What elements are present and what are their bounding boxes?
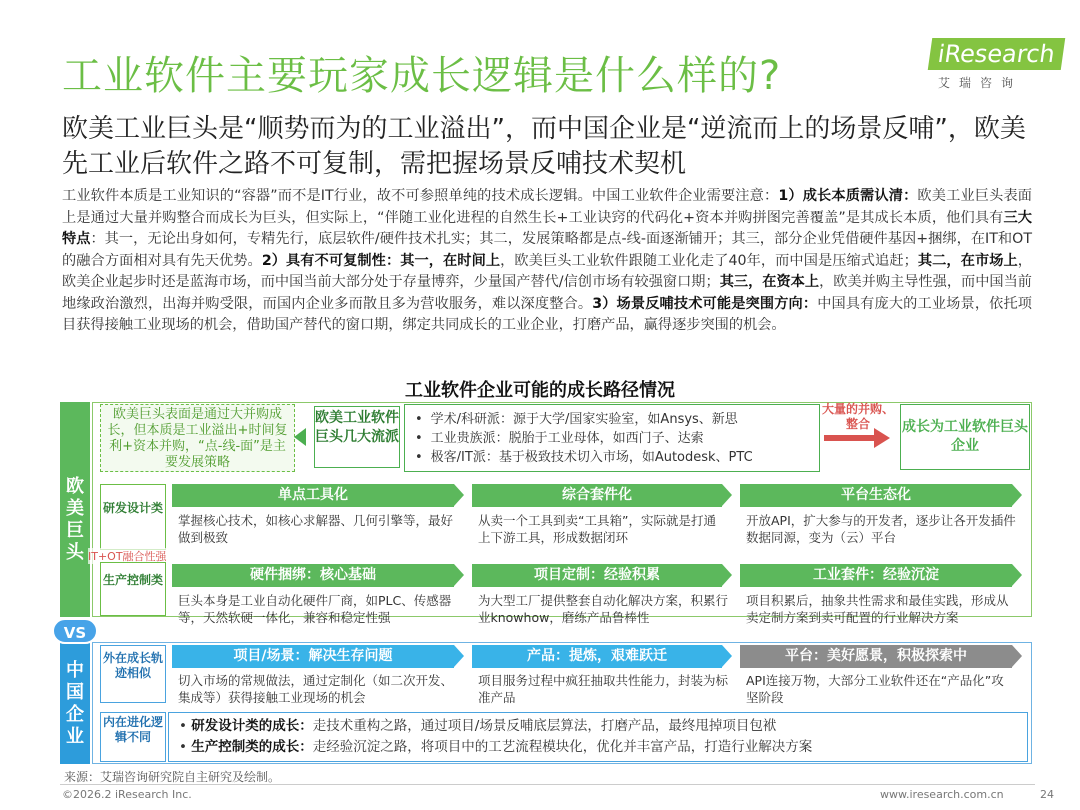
- body-emphasis: 2）具有不可复制性：其一，在时间上: [261, 252, 501, 269]
- cell-cn-2: 项目服务过程中疯狂抽取共性能力，封装为标准产品: [478, 673, 729, 705]
- bar-pc-3: 工业套件：经验沉淀: [740, 564, 1012, 587]
- bar-cn-3: 平台：美好愿景，积极探索中: [740, 645, 1012, 668]
- overlap-label: IT+OT融合性强: [88, 550, 167, 563]
- body-run: 中国具有庞大的工业场景，依托项目获得接触工业现场的机会，借助国产替代的窗口期，绑定共同成长的工业企业，打磨产品，赢得逐步突围的机会。: [62, 295, 1032, 333]
- iresearch-logo: [930, 38, 1057, 94]
- bar-pc-1: 硬件捆绑：核心基础: [172, 564, 454, 587]
- cell-cn-3: API连接万物，大部分工业软件还在“产品化”攻坚阶段: [746, 673, 1004, 705]
- body-emphasis: 三大特点: [62, 209, 1032, 247]
- merge-label: 大量的并购、整合: [822, 402, 895, 431]
- schools-label: 欧美工业软件巨头几大流派: [314, 406, 400, 468]
- copyright: ©2026.2 iResearch Inc.: [62, 788, 192, 801]
- school-item: • 工业贵族派：脱胎于工业母体，如西门子、达索: [415, 431, 704, 446]
- right-arrow-icon: [824, 428, 890, 448]
- body-emphasis: 1）成长本质需认清：: [778, 188, 918, 204]
- logo-brand: iResearch: [928, 38, 1065, 70]
- row-label-internal: 内在进化逻辑不同: [100, 712, 166, 762]
- cell-rd-2: 从卖一个工具到卖“工具箱”，实际就是打通上下游工具，形成数据闭环: [478, 513, 716, 545]
- body-emphasis: 其二，在市场上: [917, 252, 1018, 269]
- schools-list: [404, 404, 820, 472]
- china-label-bar: [60, 642, 90, 764]
- row-label-external: 外在成长轨迹相似: [100, 645, 166, 703]
- row-label-rd: 研发设计类: [100, 484, 166, 550]
- bar-rd-3: 平台生态化: [740, 484, 1012, 507]
- body-run: ，欧美巨头工业软件跟随工业化走了40年，而中国是压缩式追赶；: [500, 252, 918, 269]
- page-subtitle: 欧美工业巨头是“顺势而为的工业溢出”，而中国企业是“逆流而上的场景反哺”，欧美先工业后软件之路不可复制，需把握场景反哺技术契机: [62, 114, 1026, 179]
- cell-rd-1: 掌握核心技术，如核心求解器、几何引擎等，最好做到极致: [178, 513, 454, 545]
- vs-badge: VS: [52, 618, 98, 644]
- footer-divider: [60, 784, 1035, 785]
- bar-pc-2: 项目定制：经验积累: [472, 564, 722, 587]
- cell-pc-2: 为大型工厂提供整套自动化解决方案，积累行业knowhow，磨练产品鲁棒性: [478, 593, 729, 625]
- row-label-pc: 生产控制类: [100, 562, 166, 616]
- west-label: 欧 美 巨 头: [66, 476, 84, 563]
- body-run: ：其一，无论出身如何，专精先行，底层软件/硬件技术扎实；其二，发展策略都是点-线-面逐渐铺开；其三，部分企业凭借硬件基因+捆绑，在IT和OT的融合方面相对具有先天优势。: [62, 231, 1032, 269]
- bar-cn-2: 产品：提炼，艰难跃迁: [472, 645, 722, 668]
- diagram-title: 工业软件企业可能的成长路径情况: [405, 380, 675, 401]
- china-label: 中 国 企 业: [66, 660, 84, 747]
- cell-rd-3: 开放API，扩大参与的开发者，逐步让各开发插件数据同源，变为（云）平台: [746, 513, 1016, 545]
- logic-item: • 生产控制类的成长：走经验沉淀之路，将项目中的工艺流程模块化，优化并丰富产品，打造行业解决方案: [179, 739, 813, 755]
- logo-sub: 艾瑞咨询: [938, 76, 1023, 90]
- website-link[interactable]: www.iresearch.com.cn: [880, 788, 1004, 801]
- left-arrow-icon: [294, 428, 306, 446]
- bar-cn-1: 项目/场景：解决生存问题: [172, 645, 454, 668]
- body-run: ，欧美企业起步时还是蓝海市场，而中国当前大部分处于存量博弈，少量国产替代/信创市场有较强窗口期；: [62, 252, 1032, 290]
- page-title: 工业软件主要玩家成长逻辑是什么样的?: [62, 53, 782, 99]
- result-box: 成长为工业软件巨头企业: [900, 404, 1030, 470]
- body-emphasis: 其三，在资本上: [719, 274, 820, 290]
- body-run: ，欧美并购主导性强，而中国当前地缘政治激烈，出海并购受限，而国内企业多而散且多为营收服务，难以深度整合。: [62, 274, 1032, 312]
- page-number: 24: [1040, 788, 1054, 801]
- school-item: • 极客/IT派：基于极致技术切入市场，如Autodesk、PTC: [415, 450, 753, 465]
- body-run: 欧美工业巨头表面上是通过大量并购整合而成长为巨头，但实际上，“伴随工业化进程的自然生长+工业诀窍的代码化+资本并购拼图完善覆盖”是其成长本质，他们具有: [62, 188, 1032, 226]
- bar-rd-1: 单点工具化: [172, 484, 454, 507]
- cell-pc-1: 巨头本身是工业自动化硬件厂商，如PLC、传感器等，天然软硬一体化，兼容和稳定性强: [178, 593, 452, 625]
- bar-rd-2: 综合套件化: [472, 484, 722, 507]
- logic-box: [168, 712, 1028, 762]
- body-emphasis: 3）场景反哺技术可能是突围方向：: [592, 295, 818, 312]
- body-paragraph: [62, 186, 1032, 337]
- logic-item: • 研发设计类的成长：走技术重构之路，通过项目/场景反哺底层算法，打磨产品，最终甩掉项目包袱: [179, 718, 777, 734]
- body-run: 工业软件本质是工业知识的“容器”而不是IT行业，故不可参照单纯的技术成长逻辑。中国工业软件企业需要注意：: [62, 188, 779, 204]
- school-item: • 学术/科研派：源于大学/国家实验室，如Ansys、新思: [415, 412, 738, 427]
- source-note: 来源：艾瑞咨询研究院自主研究及绘制。: [64, 770, 281, 784]
- cell-pc-3: 项目积累后，抽象共性需求和最佳实践，形成从卖定制方案到卖可配置的行业解决方案: [746, 593, 1009, 625]
- west-note: 欧美巨头表面是通过大并购成长，但本质是工业溢出+时间复利+资本并购，“点-线-面”是主要发展策略: [100, 404, 295, 472]
- west-label-bar: [60, 402, 90, 617]
- cell-cn-1: 切入市场的常规做法，通过定制化（如二次开发、集成等）获得接触工业现场的机会: [178, 673, 454, 705]
